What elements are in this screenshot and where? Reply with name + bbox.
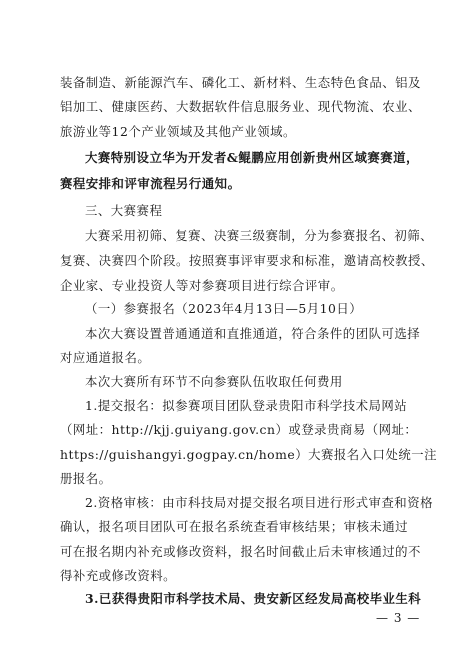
text-line: 旅游业等12个产业领域及其他产业领域。: [60, 124, 296, 139]
text-line: 得补充或修改资料。: [60, 568, 177, 583]
text-line: 铝加工、健康医药、大数据软件信息服务业、现代物流、农业、: [60, 99, 421, 114]
text-line: https://guishangyi.gogpay.cn/home）大赛报名入口处统一注: [60, 447, 438, 462]
text-line: 册报名。: [60, 471, 112, 486]
text-line: 大赛采用初筛、复赛、决赛三级赛制，分为参赛报名、初筛、: [85, 228, 434, 243]
text-line: 本次大赛所有环节不向参赛队伍收取任何费用: [85, 374, 343, 389]
text-line: （网址：http://kjj.guiyang.gov.cn）或登录贵商易（网址：: [60, 422, 418, 437]
text-line: 确认，报名项目团队可在报名系统查看审核结果；审核未通过: [60, 519, 409, 534]
bold-paragraph-line: 3.已获得贵阳市科学技术局、贵安新区经发局高校毕业生科: [85, 591, 422, 606]
section-heading: 三、大赛赛程: [85, 203, 163, 218]
text-line: 对应通道报名。: [60, 350, 151, 365]
text-line: 可在报名期内补充或修改资料，报名时间截止后未审核通过的不: [60, 544, 421, 559]
text-line: 装备制造、新能源汽车、磷化工、新材料、生态特色食品、铝及: [60, 75, 421, 90]
page-number: — 3 —: [376, 611, 421, 625]
subsection-heading: （一）参赛报名（2023年4月13日—5月10日）: [85, 301, 363, 316]
text-line: 本次大赛设置普通通道和直推通道，符合条件的团队可选择: [85, 326, 421, 341]
text-line: 2.资格审核：由市科技局对提交报名项目进行形式审查和资格: [85, 495, 433, 510]
bold-paragraph-line: 大赛特别设立华为开发者&鲲鹏应用创新贵州区域赛赛道，: [85, 150, 419, 165]
text-line: 1.提交报名：拟参赛项目团队登录贵阳市科学技术局网站: [85, 398, 408, 413]
bold-paragraph-line: 赛程安排和评审流程另行通知。: [60, 176, 241, 191]
text-line: 复赛、决赛四个阶段。按照赛事评审要求和标准，邀请高校教授、: [60, 253, 434, 268]
text-line: 企业家、专业投资人等对参赛项目进行综合评审。: [60, 278, 344, 293]
